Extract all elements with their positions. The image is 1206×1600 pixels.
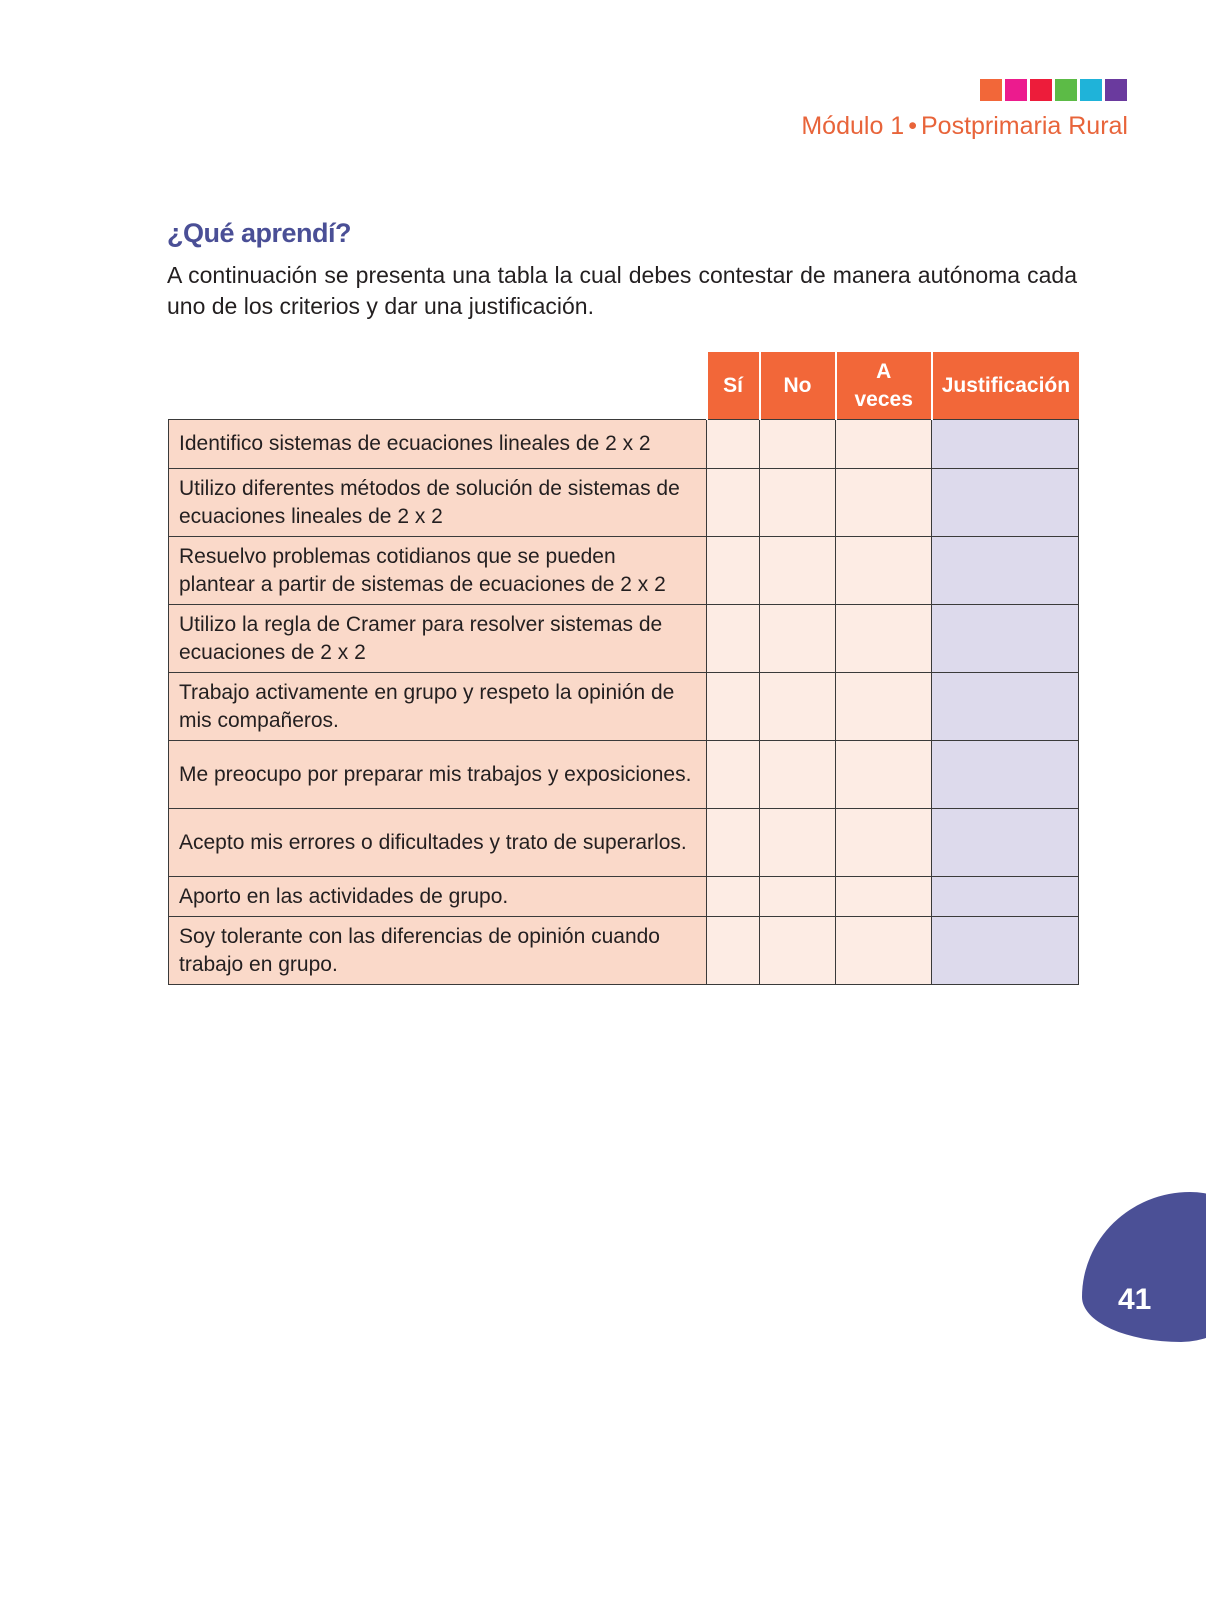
running-header [801, 112, 1128, 141]
a-veces-cell[interactable] [836, 877, 932, 917]
color-square [1055, 79, 1077, 101]
no-cell[interactable] [760, 917, 836, 985]
a-veces-cell[interactable] [836, 420, 932, 469]
page-number-tab [1082, 1192, 1206, 1342]
no-cell[interactable] [760, 673, 836, 741]
module-label: Módulo 1 [801, 112, 905, 140]
justification-cell[interactable] [932, 469, 1079, 537]
table-row [169, 420, 1079, 469]
justification-cell[interactable] [932, 809, 1079, 877]
table-row [169, 469, 1079, 537]
si-cell[interactable] [707, 741, 760, 809]
criterion-cell: Acepto mis errores o dificultades y trato de superarlos. [169, 809, 707, 877]
table-header-row [169, 352, 1079, 420]
a-veces-cell[interactable] [836, 605, 932, 673]
table-row [169, 809, 1079, 877]
header-justificacion: Justificación [932, 352, 1079, 420]
table-row [169, 537, 1079, 605]
justification-cell[interactable] [932, 420, 1079, 469]
header-si: Sí [707, 352, 760, 420]
table-row [169, 741, 1079, 809]
no-cell[interactable] [760, 741, 836, 809]
si-cell[interactable] [707, 673, 760, 741]
color-square [1005, 79, 1027, 101]
color-square [1030, 79, 1052, 101]
a-veces-cell[interactable] [836, 673, 932, 741]
no-cell[interactable] [760, 809, 836, 877]
header-bullet: • [908, 112, 917, 140]
section-title: ¿Qué aprendí? [167, 218, 352, 248]
header-blank-cell [169, 352, 707, 420]
si-cell[interactable] [707, 917, 760, 985]
a-veces-cell[interactable] [836, 741, 932, 809]
criterion-cell: Soy tolerante con las diferencias de opinión cuando trabajo en grupo. [169, 917, 707, 985]
no-cell[interactable] [760, 605, 836, 673]
self-assessment-table [168, 352, 1079, 985]
header-no: No [760, 352, 836, 420]
justification-cell[interactable] [932, 877, 1079, 917]
si-cell[interactable] [707, 605, 760, 673]
a-veces-cell[interactable] [836, 469, 932, 537]
no-cell[interactable] [760, 877, 836, 917]
justification-cell[interactable] [932, 673, 1079, 741]
table-row [169, 877, 1079, 917]
si-cell[interactable] [707, 537, 760, 605]
justification-cell[interactable] [932, 917, 1079, 985]
table-row [169, 673, 1079, 741]
color-square [1105, 79, 1127, 101]
table-row [169, 605, 1079, 673]
intro-paragraph: A continuación se presenta una tabla la cual debes contestar de manera autónoma cada uno de los criterios y dar una justificación. [167, 262, 1077, 319]
justification-cell[interactable] [932, 741, 1079, 809]
program-label: Postprimaria Rural [920, 112, 1128, 140]
no-cell[interactable] [760, 469, 836, 537]
criterion-cell: Me preocupo por preparar mis trabajos y exposiciones. [169, 741, 707, 809]
si-cell[interactable] [707, 469, 760, 537]
color-square [980, 79, 1002, 101]
no-cell[interactable] [760, 420, 836, 469]
criterion-cell: Utilizo diferentes métodos de solución de sistemas de ecuaciones lineales de 2 x 2 [169, 469, 707, 537]
no-cell[interactable] [760, 537, 836, 605]
si-cell[interactable] [707, 809, 760, 877]
si-cell[interactable] [707, 420, 760, 469]
a-veces-cell[interactable] [836, 809, 932, 877]
criterion-cell: Identifico sistemas de ecuaciones lineales de 2 x 2 [169, 420, 707, 469]
page-number: 41 [1118, 1283, 1152, 1316]
criterion-cell: Utilizo la regla de Cramer para resolver sistemas de ecuaciones de 2 x 2 [169, 605, 707, 673]
color-square [1080, 79, 1102, 101]
si-cell[interactable] [707, 877, 760, 917]
justification-cell[interactable] [932, 605, 1079, 673]
color-squares [980, 79, 1127, 101]
table-row [169, 917, 1079, 985]
criterion-cell: Resuelvo problemas cotidianos que se pueden plantear a partir de sistemas de ecuaciones de 2 x 2 [169, 537, 707, 605]
criterion-cell: Trabajo activamente en grupo y respeto la opinión de mis compañeros. [169, 673, 707, 741]
a-veces-cell[interactable] [836, 917, 932, 985]
justification-cell[interactable] [932, 537, 1079, 605]
criterion-cell: Aporto en las actividades de grupo. [169, 877, 707, 917]
header-a-veces: A veces [836, 352, 932, 420]
a-veces-cell[interactable] [836, 537, 932, 605]
